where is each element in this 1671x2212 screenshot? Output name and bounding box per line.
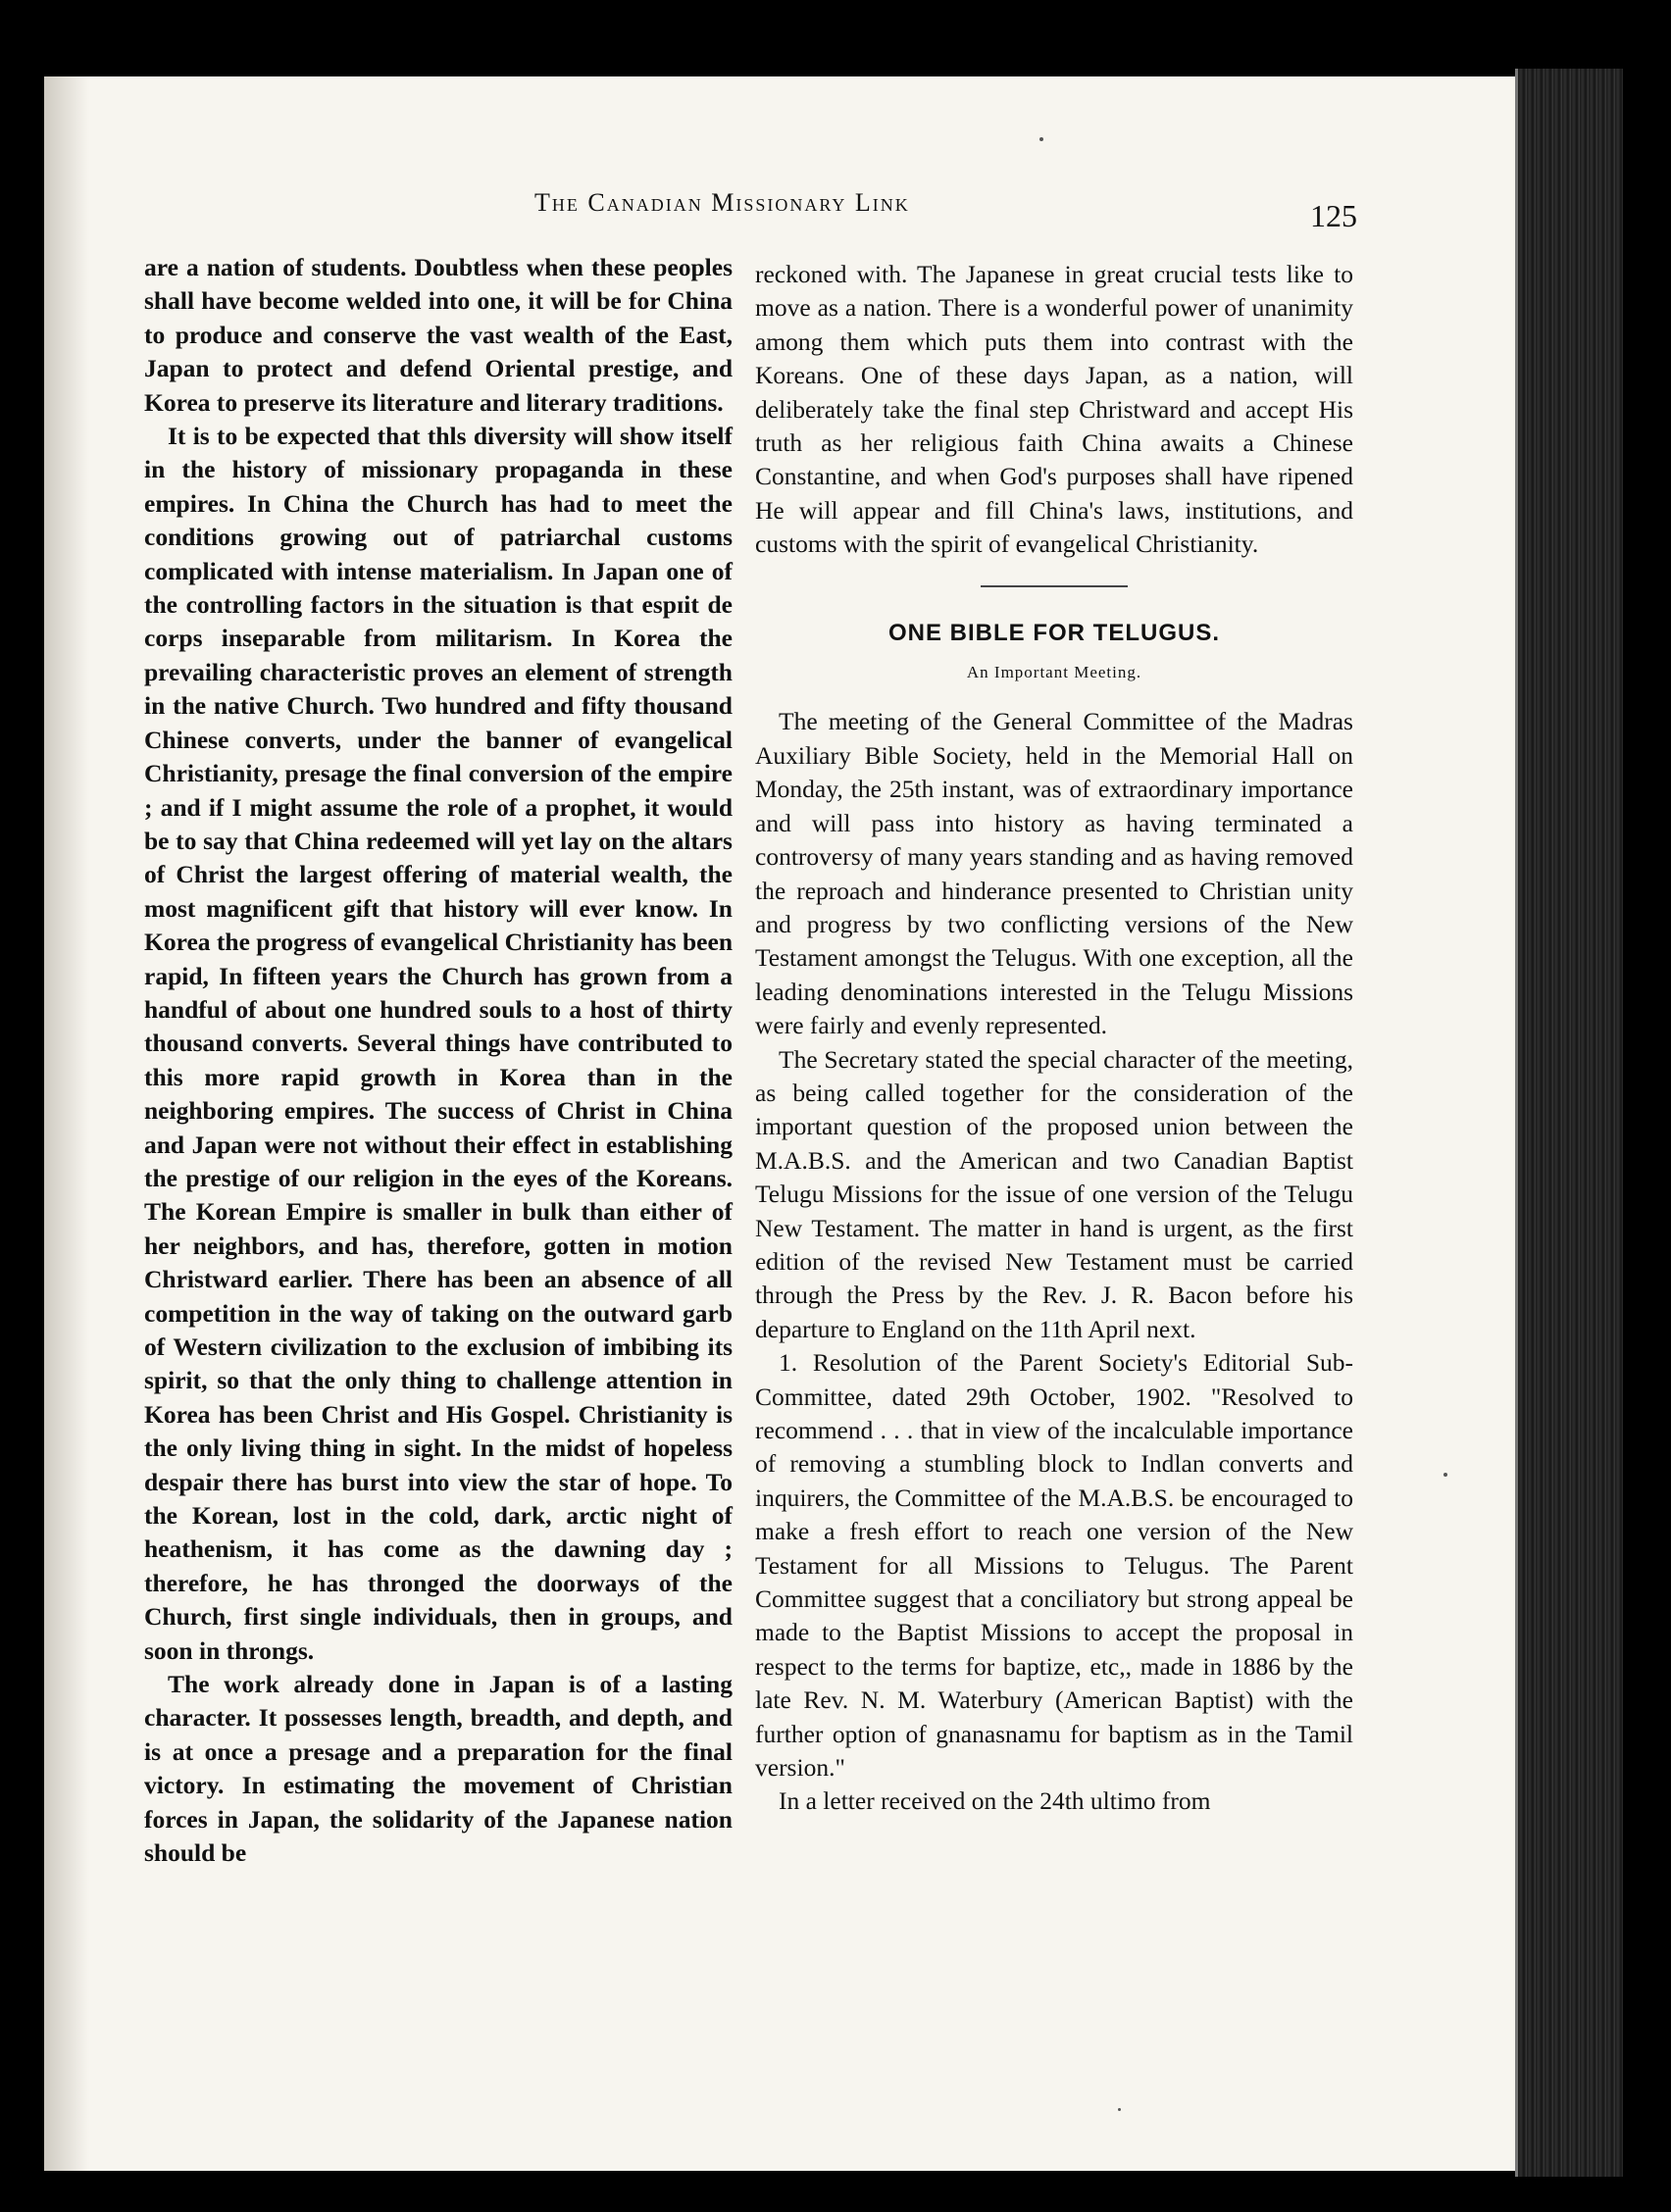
body-paragraph: In a letter received on the 24th ultimo from: [779, 1786, 1211, 1816]
section-divider: [981, 585, 1128, 587]
scan-speck: [1443, 1473, 1447, 1477]
page-gutter-shadow: [44, 76, 89, 2171]
scan-speck: [1118, 2108, 1121, 2111]
body-paragraph: The Secretary stated the special character of the meeting, as being called together for the consideration of the important question of the proposed union between the M.A.B.S. and the American and two Canadian Baptist Telugu Missions for the issue of one version of the Telugu New Testament. The matter in hand is urgent, as the first edition of the revised New Testament must be carried through the Press by the Rev. J. R. Bacon before his departure to England on the 11th April next.: [755, 1044, 1353, 1343]
scan-border: [1623, 0, 1671, 2212]
book-edge: [1515, 69, 1626, 2177]
body-paragraph: The meeting of the General Committee of the Madras Auxiliary Bible Society, held in the Memorial Hall on Monday, the 25th instant, was of extraordinary importance and will pass into history as having terminated a controversy of many years standing and as having removed the reproach and hinderance presented to Christian unity and progress by two conflicting versions of the New Testament amongst the Telugus. With one exception, all the leading denominations interested in the Telugu Missions were fairly and evenly represented.: [755, 707, 1353, 1040]
body-paragraph: The work already done in Japan is of a lasting character. It possesses length, breadth, and depth, and is at once a presage and a preparation for the final victory. In estimating the movement of Christian forces in Japan, the solidarity of the Japanese nation should be: [144, 1670, 733, 1868]
body-paragraph: reckoned with. The Japanese in great crucial tests like to move as a nation. There is a wonderful power of unanimity among them which puts them into contrast with the Koreans. One of these days Japan, as a nation, will deliberately take the final step Christward and accept His truth as her religious faith China awaits a Chinese Constantine, and when God's purposes shall have ripened He will appear and fill China's laws, institutions, and customs with the spirit of evangelical Christianity.: [755, 260, 1353, 559]
article-title: ONE BIBLE FOR TELUGUS.: [887, 619, 1220, 646]
scan-speck: [1039, 137, 1043, 141]
body-paragraph: It is to be expected that thls diversity will show itself in the history of missionary propaganda in these empires. In China the Church has had to meet the conditions growing out of patriarchal customs complicated with intense materialism. In Japan one of the controlling factors in the situation is that espɪit de corps inseparable from militarism. In Korea the prevailing characteristic proves an element of strength in the native Church. Two hundred and fifty thousand Chinese converts, under the banner of evangelical Christianity, presage the final conversion of the empire ; and if I might assume the role of a prophet, it would be to say that China redeemed will yet lay on the altars of Christ the largest offering of material wealth, the most magnificent gift that history will ever know. In Korea the progress of evangelical Christianity has been rapid, In fifteen years the Church has grown from a handful of about one hundred souls to a host of thirty thousand converts. Several things have contributed to this more rapid growth in Korea than in the neighboring empires. The success of Christ in China and Japan were not without their effect in establishing the prestige of our religion in the eyes of the Koreans. The Korean Empire is smaller in bulk than either of her neighbors, and has, therefore, gotten in motion Christward earlier. There has been an absence of all competition in the way of taking on the outward garb of Western civilization to the exclusion of imbibing its spirit, so that the only thing to challenge attention in Korea has been Christ and His Gospel. Christianity is the only living thing in sight. In the midst of hopeless despair there has burst into view the star of hope. To the Korean, lost in the cold, dark, arctic night of heathenism, it has come as the dawning day ; therefore, he has thronged the doorways of the Church, first single individuals, then in groups, and soon in throngs.: [144, 422, 733, 1665]
running-header: The Canadian Missionary Link: [534, 188, 910, 217]
body-paragraph: 1. Resolution of the Parent Society's Editorial Sub-Committee, dated 29th October, 1902. "Resolved to recommend . . . that in view of the incalculable importance of removing a stumbling block to Indlan converts and inquirers, the Committee of the M.A.B.S. be encouraged to make a fresh effort to reach one version of the New Testament for all Missions to Telugus. The Parent Committee suggest that a conciliatory but strong appeal be made to the Baptist Missions to accept the proposal in respect to the terms for baptize, etc,, made in 1886 by the late Rev. N. M. Waterbury (American Baptist) with the further option of gnanasnamu for baptism as in the Tamil version.": [755, 1348, 1353, 1783]
body-paragraph: are a nation of students. Doubtless when these peoples shall have become welded into one, it will be for China to produce and conserve the vast wealth of the East, Japan to protect and defend Oriental prestige, and Korea to preserve its literature and literary traditions.: [144, 253, 733, 417]
article-subtitle: An Important Meeting.: [966, 663, 1142, 682]
page-number: 125: [1310, 198, 1357, 233]
left-column: [144, 251, 733, 1871]
right-column: [755, 258, 1353, 1819]
